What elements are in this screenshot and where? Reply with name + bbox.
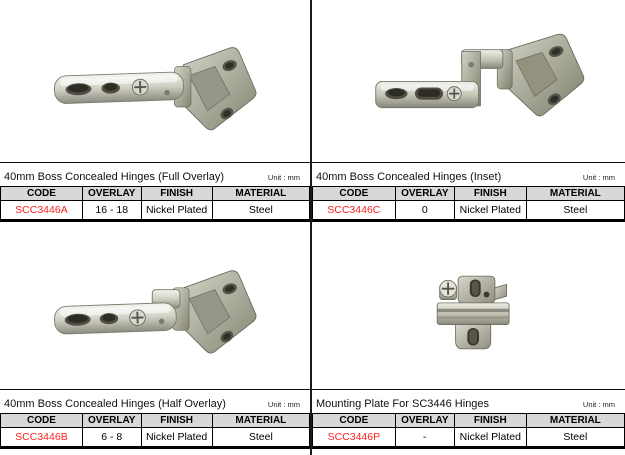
product-card-half-overlay	[0, 222, 312, 455]
spec-value-material: Steel	[526, 201, 624, 221]
mounting-plate-photo	[428, 271, 520, 359]
spec-value-code: SCC3446C	[313, 201, 396, 221]
spec-header-finish: FINISH	[141, 414, 212, 428]
spec-value-finish: Nickel Plated	[141, 201, 212, 221]
spec-value-overlay: -	[395, 428, 454, 448]
product-title: 40mm Boss Concealed Hinges (Inset)	[316, 171, 502, 183]
product-title: 40mm Boss Concealed Hinges (Full Overlay)	[4, 171, 225, 183]
spec-header-material: MATERIAL	[212, 414, 309, 428]
spec-header-finish: FINISH	[454, 414, 526, 428]
unit-label: Unit : mm	[267, 173, 300, 182]
spec-value-material: Steel	[212, 428, 309, 448]
spec-value-overlay: 0	[395, 201, 454, 221]
spec-table-full-overlay	[0, 186, 310, 222]
spec-header-overlay: OVERLAY	[395, 414, 454, 428]
spec-header-code: CODE	[313, 414, 396, 428]
spec-header-overlay: OVERLAY	[82, 414, 141, 428]
spec-value-overlay: 6 - 8	[82, 428, 141, 448]
spec-value-material: Steel	[212, 201, 309, 221]
spec-value-finish: Nickel Plated	[141, 428, 212, 448]
product-title: 40mm Boss Concealed Hinges (Half Overlay)	[4, 398, 226, 410]
product-card-inset	[312, 0, 625, 222]
spec-value-material: Steel	[526, 428, 624, 448]
product-title: Mounting Plate For SC3446 Hinges	[316, 398, 490, 410]
spec-header-material: MATERIAL	[212, 187, 309, 201]
spec-header-code: CODE	[1, 187, 83, 201]
spec-value-overlay: 16 - 18	[82, 201, 141, 221]
product-photo-area	[312, 0, 625, 162]
spec-table-half-overlay	[0, 413, 310, 449]
spec-header-overlay: OVERLAY	[395, 187, 454, 201]
product-card-mounting-plate	[312, 222, 625, 455]
spec-value-code: SCC3446B	[1, 428, 83, 448]
inset-hinge-photo	[372, 27, 587, 135]
spec-value-code: SCC3446P	[313, 428, 396, 448]
product-photo-area	[0, 0, 310, 162]
spec-value-finish: Nickel Plated	[454, 428, 526, 448]
spec-table-inset	[312, 186, 625, 222]
product-caption	[312, 162, 625, 186]
product-photo-area	[312, 222, 625, 389]
unit-label: Unit : mm	[267, 400, 300, 409]
half-overlay-hinge-photo	[49, 262, 261, 368]
spec-header-finish: FINISH	[141, 187, 212, 201]
spec-header-material: MATERIAL	[526, 187, 624, 201]
unit-label: Unit : mm	[582, 173, 615, 182]
product-card-full-overlay	[0, 0, 312, 222]
spec-header-finish: FINISH	[454, 187, 526, 201]
spec-table-mounting-plate	[312, 413, 625, 449]
spec-value-finish: Nickel Plated	[454, 201, 526, 221]
full-overlay-hinge-photo	[49, 37, 261, 143]
product-caption	[312, 389, 625, 413]
spec-header-overlay: OVERLAY	[82, 187, 141, 201]
unit-label: Unit : mm	[582, 400, 615, 409]
spec-header-material: MATERIAL	[526, 414, 624, 428]
spec-value-code: SCC3446A	[1, 201, 83, 221]
product-caption	[0, 389, 310, 413]
spec-header-code: CODE	[1, 414, 83, 428]
spec-header-code: CODE	[313, 187, 396, 201]
product-photo-area	[0, 222, 310, 389]
product-caption	[0, 162, 310, 186]
